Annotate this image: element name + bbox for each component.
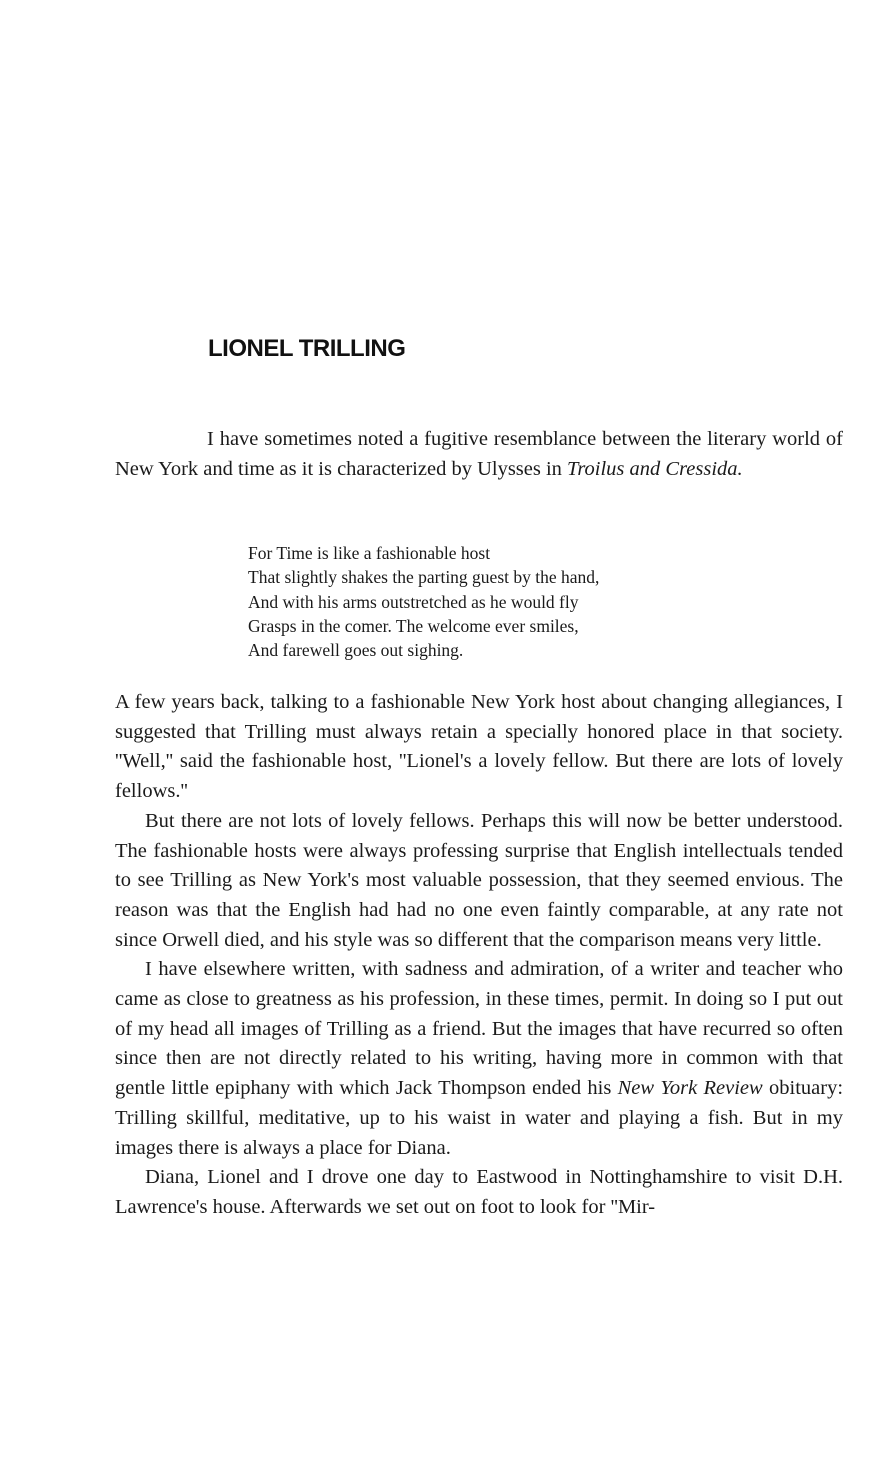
verse-line: For Time is like a fashionable host [248,543,491,563]
paragraph-2: But there are not lots of lovely fellows. Perhaps this will now be better understood. The fashionable hosts were always professing surprise that English intellectuals tended to see Trilling as New York's most valuable possession, that they seemed envious. The reason was that the English had had no one even faintly comparable, at any rate not since Orwell died, and his style was so different that the comparison means very little. [115,809,843,951]
verse-line: And farewell goes out sighing. [248,640,464,661]
intro-paragraph [115,425,843,484]
verse-line: That slightly shakes the parting guest by the hand, [248,567,600,588]
paragraph-3 [115,955,843,1163]
verse-quotation [248,541,599,662]
chapter-title: LIONEL TRILLING [208,335,406,362]
verse-line: Grasps in the comer. The welcome ever smiles, [248,615,579,636]
paragraph-3-before: I have elsewhere written, with sadness and admiration, of a writer and teacher who came as close to greatness as his profession, in these times, permit. In doing so I put out of my head all images of Trilling as a friend. But the images that have recurred so often since then are not directly related to his writing, having more in common with that gentle little epiphany with which Jack Thompson ended his [115,958,843,1100]
publication-title: New York Review [617,1077,763,1100]
paragraph-3-after: obituary: Trilling skillful, meditative, up to his waist in water and playing a fish. But in my images there is always a place for Diana. [115,1077,844,1159]
paragraph-4: Diana, Lionel and I drove one day to Eastwood in Nottinghamshire to visit D.H. Lawrence's house. Afterwards we set out on foot to look for ''Mir- [115,1166,843,1218]
intro-text: I have sometimes noted a fugitive resemblance between the literary world of New York and time as it is characterized by Ulysses in [115,428,843,480]
work-title: Troilus and Cressida. [567,457,743,480]
intro-paragraph-block [115,425,843,484]
paragraph-1: A few years back, talking to a fashionable New York host about changing allegiances, I suggested that Trilling must always retain a specially honored place in that society. ''Well,'' said the fashionable host, ''Lionel's a lovely fellow. But there are lots of lovely fellows.'' [115,691,843,803]
verse-line: And with his arms outstretched as he would fly [248,591,579,612]
main-text-block [115,688,843,1223]
